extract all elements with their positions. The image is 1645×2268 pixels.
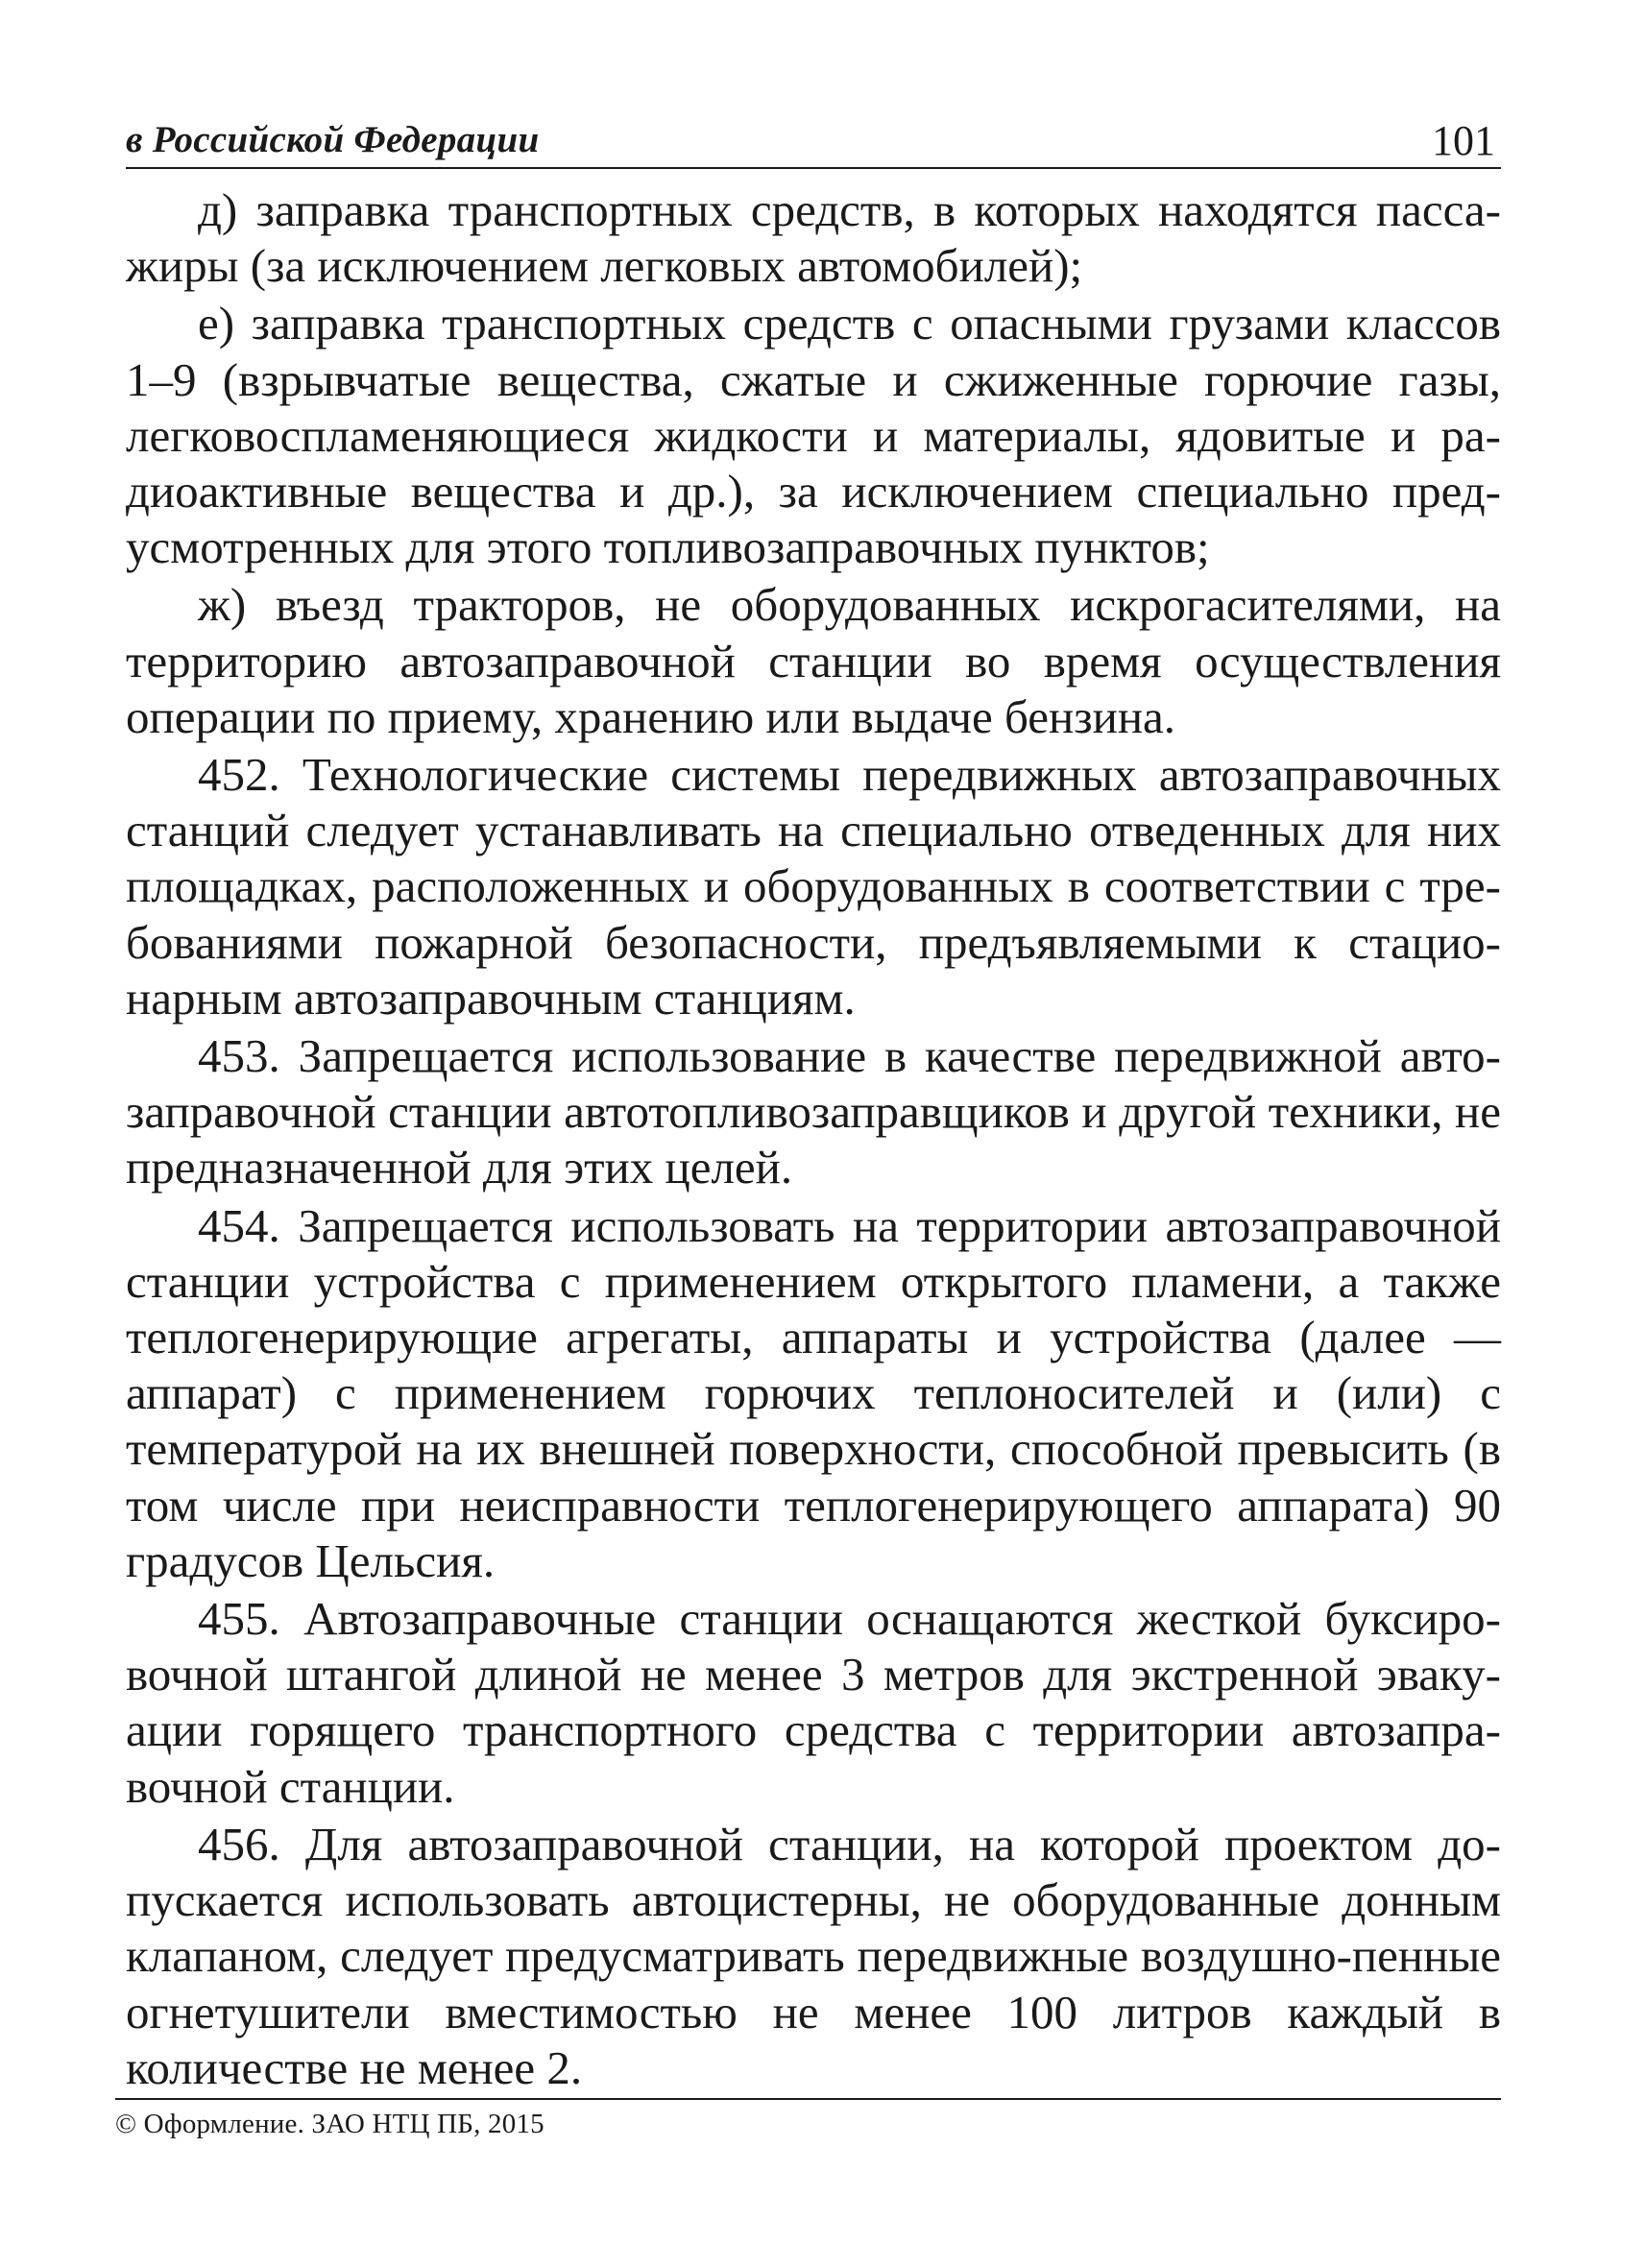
paragraph-454: 454. Запрещается использовать на территории автозаправочной станции устройства с применением открытого пламени, а также теплогенерирующие агрегаты, аппараты и устройства (далее — аппарат) с применением горючих теплоносителей и (или) с температурой на их внешней поверхности, способной превысить (в том числе при неисправности теплогенерирующего аппарата) 90 градусов Цельсия.: [126, 1198, 1501, 1587]
paragraph-452: 452. Технологические системы передвижных автозаправочных станций следует устанавливать на специально отведенных для них площадках, расположенных и оборудованных в соответствии с требованиями пожарной безопасности, предъявляемыми к стационарным автозаправочным станциям.: [126, 748, 1501, 1025]
paragraph-456: 456. Для автозаправочной станции, на которой проектом допускается использовать автоцистерны, не оборудованные донным клапаном, следует предусматривать передвижные воздушно-пенные огнетушители вместимостью не менее 100 литров каждый в количестве не менее 2.: [126, 1817, 1501, 2094]
paragraph-zh: ж) въезд тракторов, не оборудованных искрогасителями, на территорию автозаправочной станции во время осуществления операции по приему, хранению или выдаче бензина.: [126, 578, 1501, 743]
page-number: 101: [1432, 117, 1495, 164]
running-title: в Российской Федерации: [126, 119, 540, 160]
footer-divider: [115, 2098, 1501, 2100]
running-header: [126, 108, 1501, 169]
paragraph-d: д) заправка транспортных средств, в которых находятся пассажиры (за исключением легковых автомобилей);: [126, 183, 1501, 293]
body-text: [126, 182, 1501, 2098]
paragraph-455: 455. Автозаправочные станции оснащаются жесткой буксировочной штангой длиной не менее 3 метров для экстренной эвакуации горящего транспортного средства с территории автозаправочной станции.: [126, 1592, 1501, 1813]
copyright-note: © Оформление. ЗАО НТЦ ПБ, 2015: [115, 2109, 544, 2139]
paragraph-e: е) заправка транспортных средств с опасными грузами классов 1–9 (взрывчатые вещества, сжатые и сжиженные горючие газы, легковоспламеняющиеся жидкости и материалы, ядовитые и радиоактивные вещества и др.), за исключением специально предусмотренных для этого топливозаправочных пунктов;: [126, 297, 1501, 574]
paragraph-453: 453. Запрещается использование в качестве передвижной автозаправочной станции автотопливозаправщиков и другой техники, не предназначенной для этих целей.: [126, 1029, 1501, 1194]
